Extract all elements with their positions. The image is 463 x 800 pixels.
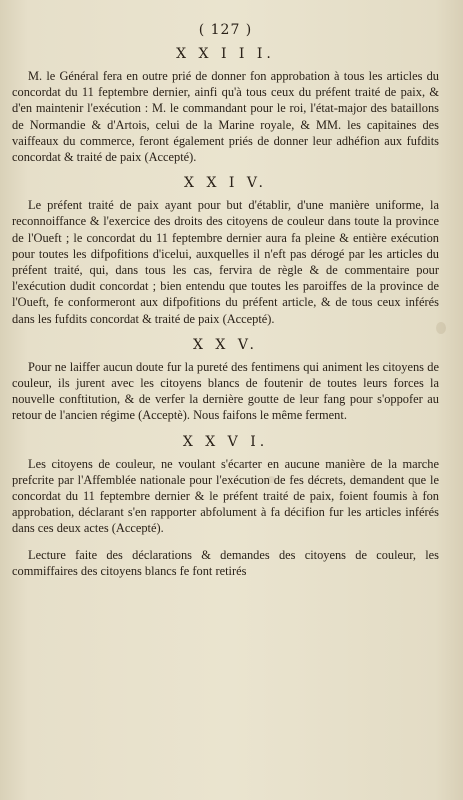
article-text: Le préfent traité de paix ayant pour but d'établir, d'une manière uniforme, la reconnoiffance & l'exercice des droits des citoyens de couleur dans toute la province de l'Oueft ; le concordat du 11 feptembre dernier aura fa pleine & entière exécution pour toutes les difpofitions d'icelui, auxquelles il n'eft pas dérogé par les articles du préfent traité, qui, dans tous les cas, fervira de règle & de commentaire pour l'exécution dudit concordat ; bien entendu que toutes les paroiffes de la province de l'Oueft, fe conformeront aux difpofitions du préfent article, & de tous ceux inférés dans les fufdits concordat & traité de paix (Accepté).	[12, 198, 439, 326]
article-heading: X X V I.	[182, 433, 269, 450]
article-heading: X X V.	[193, 336, 258, 353]
closing-paragraph: Lecture faite des déclarations & demandes des citoyens de couleur, les commiffaires des citoyens blancs fe font retirés	[12, 547, 439, 578]
article-text: M. le Général fera en outre prié de donner fon approbation à tous les articles du concordat du 11 feptembre dernier, ainfi qu'à tous ceux du préfent traité de paix, & d'en maintenir l'exécution : M. le commandant pour le roi, l'état-major des bataillons de Normandie & d'Artois, celui de la Marine royale, & MM. les capitaines des vaiffeaux du commerce, feront également priés de donner leur adhéfion aux fufdits concordat & traité de paix (Accepté).	[12, 69, 439, 165]
article-25	[12, 337, 439, 424]
article-heading: X X I V.	[184, 175, 267, 192]
ink-spot	[436, 322, 446, 334]
page-number: ( 127 )	[198, 22, 253, 38]
article-26	[12, 434, 439, 537]
article-heading: X X I I I.	[176, 46, 275, 62]
article-text: Les citoyens de couleur, ne voulant s'écarter en aucune manière de la marche prefcrite par l'Affemblée nationale pour l'exécution de fes décrets, demandent que le concordat du 11 feptembre dernier & le préfent traité de paix, foient foumis à fon approbation, déclarant s'en rapporter abfolument à fa décifion fur les articles inférés dans ces deux actes (Accepté).	[12, 456, 439, 536]
closing-section	[12, 547, 439, 579]
article-text: Pour ne laiffer aucun doute fur la pureté des fentimens qui animent les citoyens de couleur, ils jurent avec les citoyens blancs de foutenir de toutes leurs forces la nouvelle conftitution, & de verfer la dernière goutte de leur fang pour s'oppofer au retour de l'ancien régime (Acceptè). Nous faifons le même ferment.	[12, 359, 439, 423]
article-23	[12, 46, 439, 165]
article-24	[12, 175, 439, 327]
ink-spot	[268, 476, 275, 483]
